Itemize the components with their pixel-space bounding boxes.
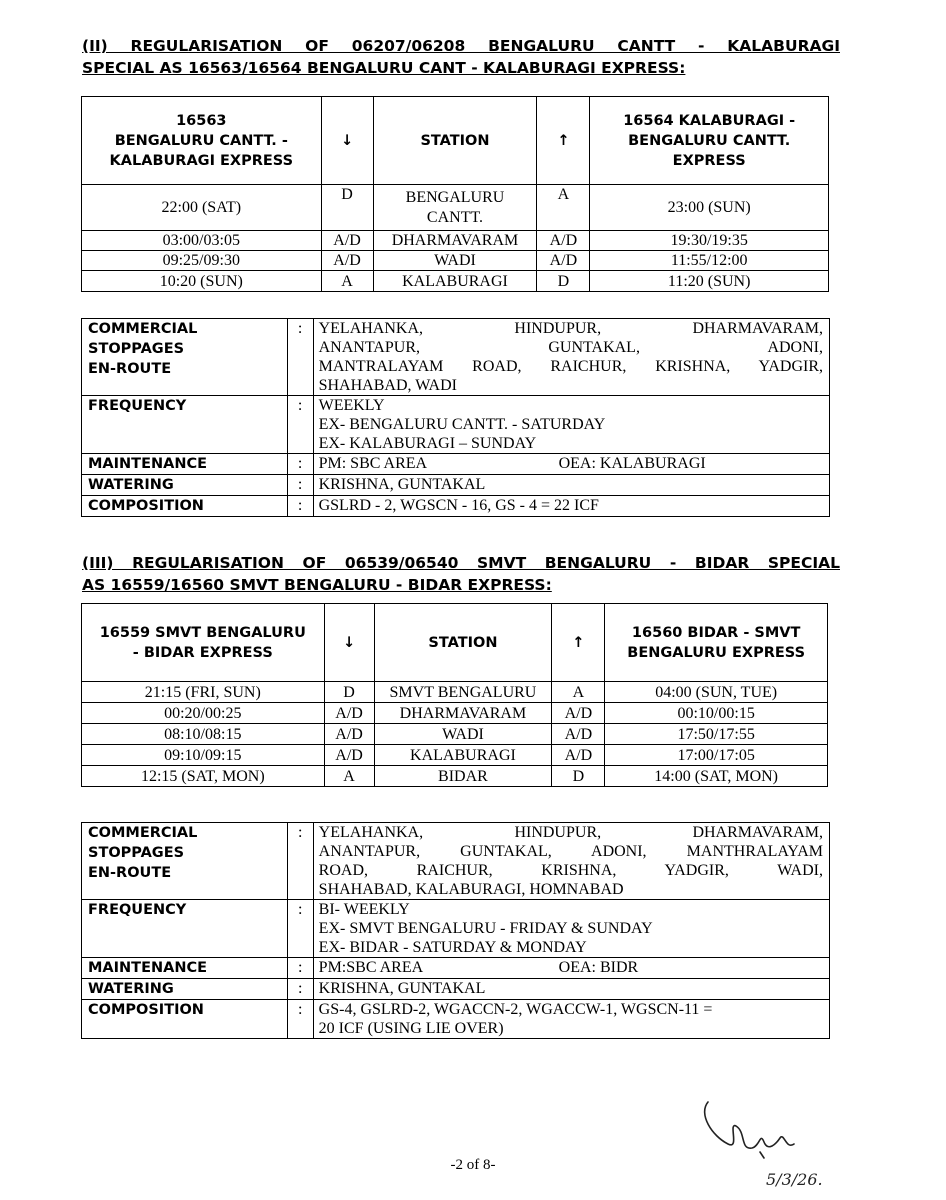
colon: : <box>287 979 313 1000</box>
down-train-number: 16563 <box>176 112 227 129</box>
stoppages-label-2: STOPPAGES <box>88 341 185 357</box>
schedule-header-row <box>82 604 828 682</box>
table-row <box>82 231 829 251</box>
table-row <box>82 185 829 231</box>
stoppages-line: ANANTAPUR, GUNTAKAL, ADONI, <box>318 339 823 356</box>
section-3-heading-line-1: (III) REGULARISATION OF 06539/06540 SMVT BENGALURU - BIDAR SPECIAL <box>82 554 840 572</box>
stoppages-label-1: COMMERCIAL <box>88 321 198 337</box>
station-header: STATION <box>373 97 537 185</box>
composition-value: GSLRD - 2, WGSCN - 16, GS - 4 = 22 ICF <box>313 496 829 517</box>
up-train-name-3: EXPRESS <box>672 152 746 169</box>
page-number: -2 of 8- <box>450 1157 496 1173</box>
section-2-schedule-table <box>81 96 829 292</box>
station-name: SMVT BENGALURU <box>374 682 552 703</box>
stoppages-row <box>82 823 830 900</box>
down-time: 21:15 (FRI, SUN) <box>82 682 325 703</box>
down-code: A/D <box>324 703 374 724</box>
frequency-label: FREQUENCY <box>82 396 288 454</box>
stoppages-label-3: EN-ROUTE <box>88 361 172 377</box>
frequency-row <box>82 396 830 454</box>
up-time: 14:00 (SAT, MON) <box>605 766 828 787</box>
frequency-line: EX- BIDAR - SATURDAY & MONDAY <box>318 939 587 956</box>
colon: : <box>287 1000 313 1039</box>
frequency-line: BI- WEEKLY <box>318 901 410 918</box>
watering-row <box>82 475 830 496</box>
frequency-value <box>313 396 829 454</box>
maintenance-row <box>82 958 830 979</box>
down-code: A <box>321 271 373 292</box>
schedule-header-row <box>82 97 829 185</box>
up-train-name-2: BENGALURU CANTT. <box>628 132 791 149</box>
up-code: A <box>552 682 605 703</box>
down-train-name-1: BENGALURU CANTT. - <box>114 132 288 149</box>
up-time: 17:50/17:55 <box>605 724 828 745</box>
colon: : <box>287 319 313 396</box>
frequency-line: EX- KALABURAGI – SUNDAY <box>318 435 537 452</box>
down-time: 10:20 (SUN) <box>82 271 322 292</box>
up-train-name-1: 16564 KALABURAGI - <box>623 112 796 129</box>
station-name: KALABURAGI <box>373 271 537 292</box>
maintenance-value <box>313 454 829 475</box>
maintenance-value <box>313 958 829 979</box>
down-train-name-2: - BIDAR EXPRESS <box>132 644 273 661</box>
composition-line: 20 ICF (USING LIE OVER) <box>318 1020 504 1037</box>
down-time: 00:20/00:25 <box>82 703 325 724</box>
up-time: 19:30/19:35 <box>590 231 829 251</box>
frequency-row <box>82 900 830 958</box>
stoppages-label-1: COMMERCIAL <box>88 825 198 841</box>
stoppages-label-3: EN-ROUTE <box>88 865 172 881</box>
composition-label: COMPOSITION <box>82 496 288 517</box>
station-name: DHARMAVARAM <box>373 231 537 251</box>
down-arrow-icon: ↓ <box>321 97 373 185</box>
section-2-heading-line-1: (II) REGULARISATION OF 06207/06208 BENGALURU CANTT - KALABURAGI <box>82 37 840 55</box>
section-2-heading <box>82 35 840 79</box>
maintenance-row <box>82 454 830 475</box>
stoppages-line: SHAHABAD, KALABURAGI, HOMNABAD <box>318 881 624 898</box>
down-code: A/D <box>321 231 373 251</box>
station-name: WADI <box>373 251 537 271</box>
signature-stroke <box>705 1102 794 1158</box>
frequency-line: WEEKLY <box>318 397 385 414</box>
up-code: A/D <box>552 724 605 745</box>
stoppages-line: ROAD, RAICHUR, KRISHNA, YADGIR, WADI, <box>318 862 823 879</box>
stoppages-line: ANANTAPUR, GUNTAKAL, ADONI, MANTHRALAYAM <box>318 843 823 860</box>
station-name: DHARMAVARAM <box>374 703 552 724</box>
table-row <box>82 745 828 766</box>
station-name: KALABURAGI <box>374 745 552 766</box>
section-3-heading-line-2: AS 16559/16560 SMVT BENGALURU - BIDAR EXPRESS: <box>82 576 552 594</box>
up-time: 11:55/12:00 <box>590 251 829 271</box>
watering-label: WATERING <box>82 475 288 496</box>
up-train-header <box>605 604 828 682</box>
station-name: WADI <box>374 724 552 745</box>
up-code: A/D <box>552 703 605 724</box>
colon: : <box>287 396 313 454</box>
up-code: A/D <box>552 745 605 766</box>
up-code: D <box>537 271 590 292</box>
frequency-label: FREQUENCY <box>82 900 288 958</box>
up-time: 17:00/17:05 <box>605 745 828 766</box>
up-time: 23:00 (SUN) <box>590 185 829 231</box>
colon: : <box>287 900 313 958</box>
down-train-name-2: KALABURAGI EXPRESS <box>109 152 294 169</box>
maintenance-pm: PM: SBC AREA <box>318 455 428 472</box>
colon: : <box>287 475 313 496</box>
composition-row <box>82 1000 830 1039</box>
table-row <box>82 682 828 703</box>
up-time: 11:20 (SUN) <box>590 271 829 292</box>
frequency-line: EX- BENGALURU CANTT. - SATURDAY <box>318 416 606 433</box>
watering-row <box>82 979 830 1000</box>
down-time: 03:00/03:05 <box>82 231 322 251</box>
section-3-heading <box>82 552 840 596</box>
composition-row <box>82 496 830 517</box>
up-arrow-icon: ↑ <box>537 97 590 185</box>
colon: : <box>287 496 313 517</box>
stoppages-line: MANTRALAYAM ROAD, RAICHUR, KRISHNA, YADGIR, <box>318 358 823 375</box>
up-arrow-icon: ↑ <box>552 604 605 682</box>
down-code: A/D <box>324 745 374 766</box>
watering-value: KRISHNA, GUNTAKAL <box>313 979 829 1000</box>
frequency-line: EX- SMVT BENGALURU - FRIDAY & SUNDAY <box>318 920 653 937</box>
maintenance-label: MAINTENANCE <box>82 958 288 979</box>
down-train-name-1: 16559 SMVT BENGALURU <box>99 624 306 641</box>
stoppages-line: YELAHANKA, HINDUPUR, DHARMAVARAM, <box>318 320 823 337</box>
section-2-info-table <box>81 318 830 517</box>
up-train-name-1: 16560 BIDAR - SMVT <box>631 624 801 641</box>
down-code: A/D <box>321 251 373 271</box>
section-3-schedule-table <box>81 603 828 787</box>
signature-image <box>690 1092 840 1192</box>
stoppages-label-2: STOPPAGES <box>88 845 185 861</box>
frequency-value <box>313 900 829 958</box>
up-code: D <box>552 766 605 787</box>
watering-label: WATERING <box>82 979 288 1000</box>
up-code: A <box>537 185 590 231</box>
section-2-heading-line-2: SPECIAL AS 16563/16564 BENGALURU CANT - KALABURAGI EXPRESS: <box>82 59 686 77</box>
stoppages-label <box>82 823 288 900</box>
signature-date: 5/3/26. <box>766 1170 823 1189</box>
stoppages-row <box>82 319 830 396</box>
table-row <box>82 251 829 271</box>
maintenance-label: MAINTENANCE <box>82 454 288 475</box>
stoppages-value <box>313 823 829 900</box>
down-time: 08:10/08:15 <box>82 724 325 745</box>
down-train-header <box>82 97 322 185</box>
up-code: A/D <box>537 251 590 271</box>
stoppages-line: SHAHABAD, WADI <box>318 377 457 394</box>
table-row <box>82 724 828 745</box>
down-code: A <box>324 766 374 787</box>
maintenance-pm: PM:SBC AREA <box>318 959 424 976</box>
up-train-header <box>590 97 829 185</box>
up-time: 00:10/00:15 <box>605 703 828 724</box>
composition-label: COMPOSITION <box>82 1000 288 1039</box>
down-time: 12:15 (SAT, MON) <box>82 766 325 787</box>
stoppages-line: YELAHANKA, HINDUPUR, DHARMAVARAM, <box>318 824 823 841</box>
station-header: STATION <box>374 604 552 682</box>
up-train-name-2: BENGALURU EXPRESS <box>627 644 806 661</box>
stoppages-label <box>82 319 288 396</box>
colon: : <box>287 958 313 979</box>
maintenance-oea: OEA: KALABURAGI <box>558 455 706 472</box>
up-code: A/D <box>537 231 590 251</box>
down-time: 09:10/09:15 <box>82 745 325 766</box>
colon: : <box>287 454 313 475</box>
station-name: BENGALURU CANTT. <box>373 185 537 231</box>
down-code: A/D <box>324 724 374 745</box>
maintenance-oea: OEA: BIDR <box>558 959 639 976</box>
colon: : <box>287 823 313 900</box>
table-row <box>82 271 829 292</box>
down-train-header <box>82 604 325 682</box>
table-row <box>82 703 828 724</box>
section-3-info-table <box>81 822 830 1039</box>
station-name: BIDAR <box>374 766 552 787</box>
composition-value <box>313 1000 829 1039</box>
watering-value: KRISHNA, GUNTAKAL <box>313 475 829 496</box>
down-code: D <box>324 682 374 703</box>
stoppages-value <box>313 319 829 396</box>
down-time: 22:00 (SAT) <box>82 185 322 231</box>
down-code: D <box>321 185 373 231</box>
composition-line: GS-4, GSLRD-2, WGACCN-2, WGACCW-1, WGSCN-11 = <box>318 1001 713 1018</box>
up-time: 04:00 (SUN, TUE) <box>605 682 828 703</box>
down-time: 09:25/09:30 <box>82 251 322 271</box>
table-row <box>82 766 828 787</box>
down-arrow-icon: ↓ <box>324 604 374 682</box>
